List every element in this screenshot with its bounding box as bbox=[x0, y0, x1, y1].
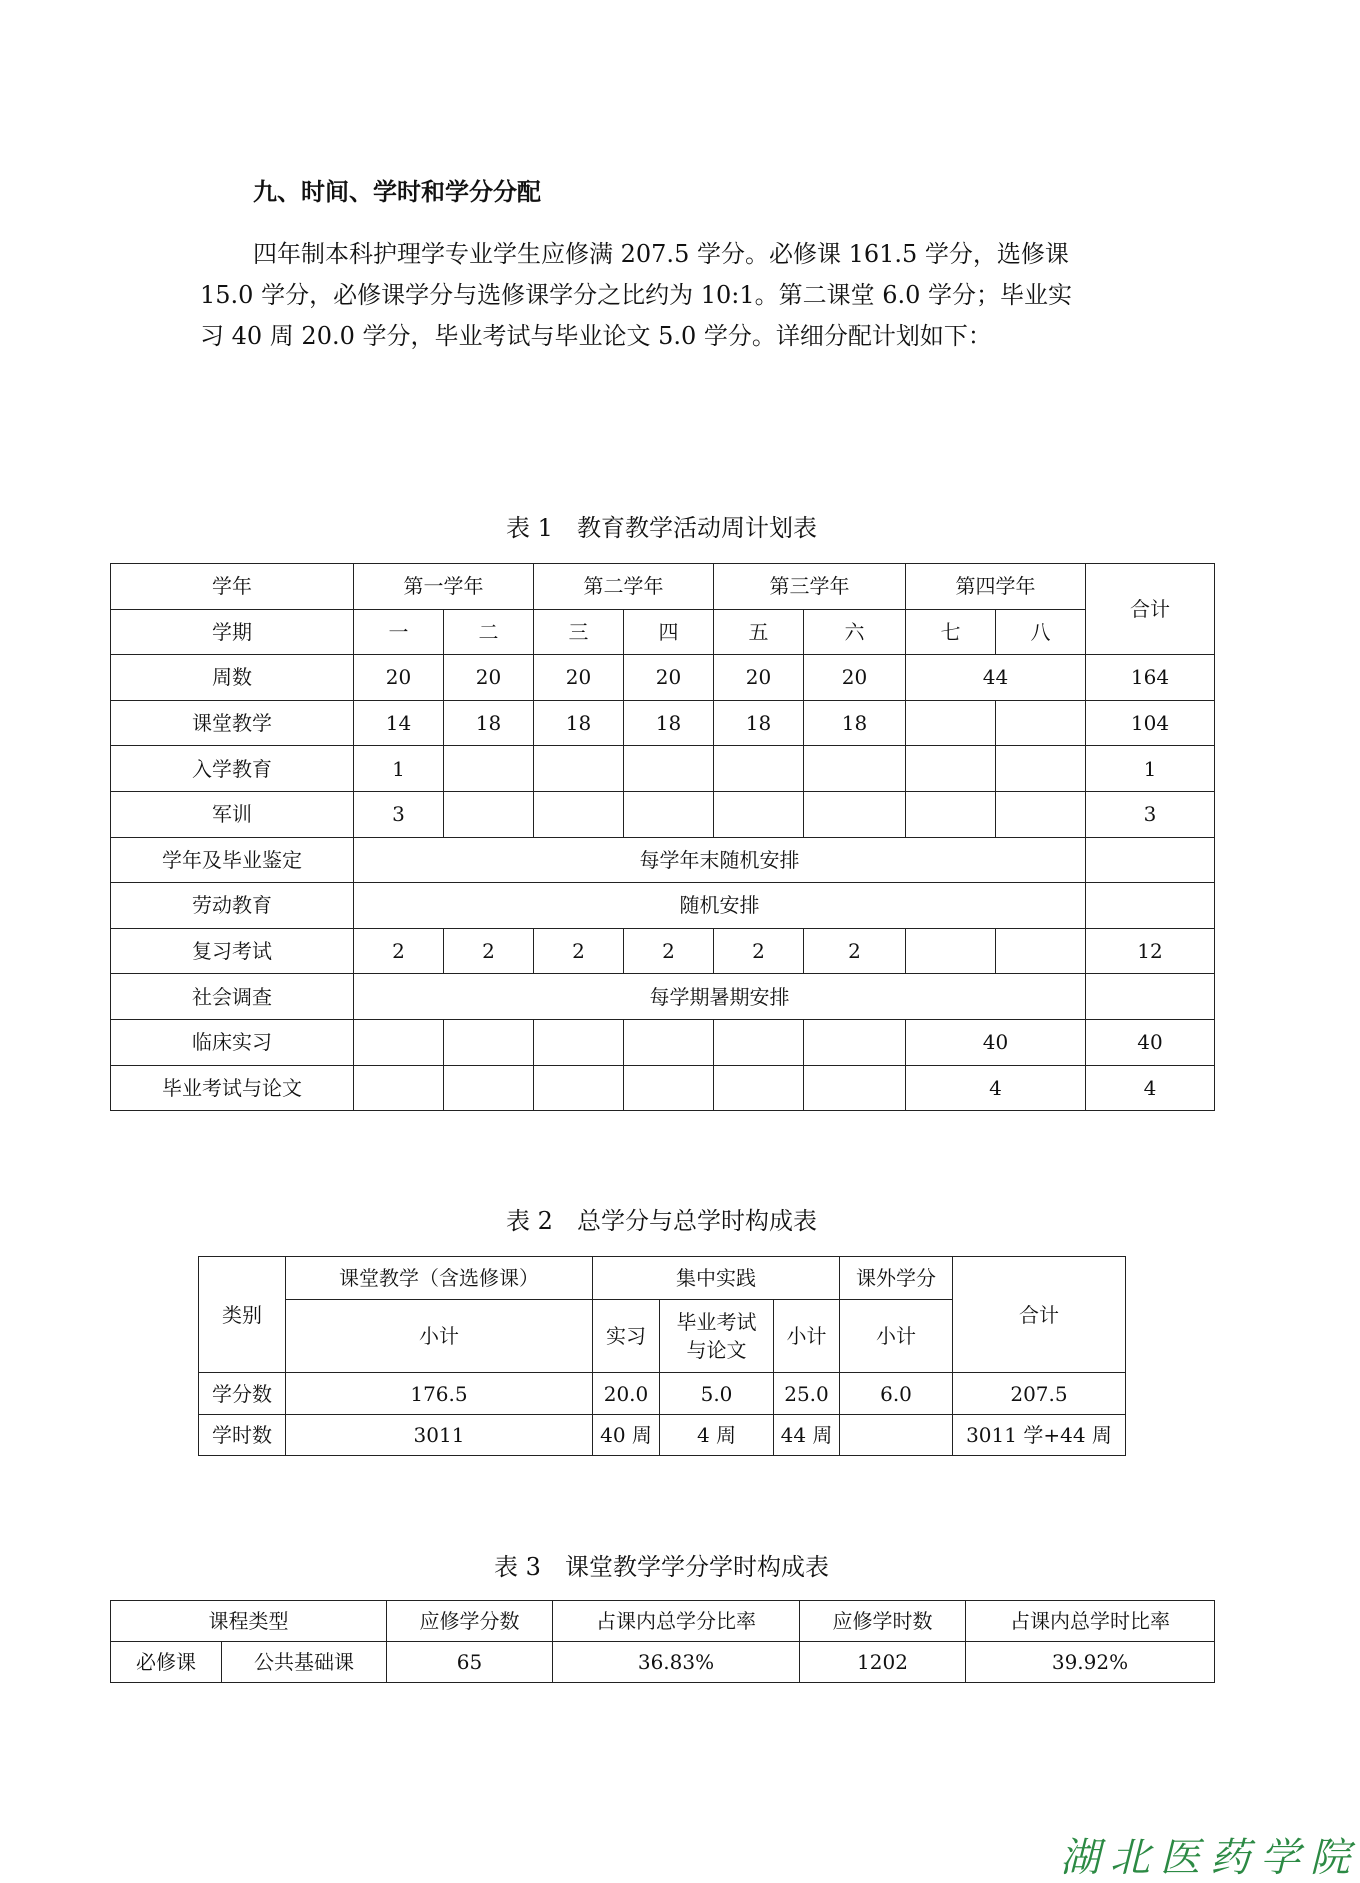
row-label: 临床实习 bbox=[111, 1019, 354, 1065]
table2-caption: 表 2 总学分与总学时构成表 bbox=[506, 1207, 817, 1235]
total-cell bbox=[1086, 974, 1215, 1020]
table-cell bbox=[804, 1019, 906, 1065]
header-cell: 第三学年 bbox=[714, 564, 906, 610]
table-cell bbox=[354, 1019, 444, 1065]
total-cell: 207.5 bbox=[953, 1373, 1126, 1415]
row-label: 社会调查 bbox=[111, 974, 354, 1020]
table-row bbox=[111, 564, 1215, 610]
header-cell: 应修学时数 bbox=[800, 1601, 966, 1642]
header-cell: 类别 bbox=[199, 1257, 286, 1373]
table-cell: 25.0 bbox=[774, 1373, 840, 1415]
total-cell bbox=[1086, 883, 1215, 929]
row-label: 公共基础课 bbox=[222, 1642, 387, 1683]
table-row bbox=[111, 974, 1215, 1020]
table-cell: 5.0 bbox=[660, 1373, 774, 1415]
section-heading: 九、时间、学时和学分分配 bbox=[253, 178, 541, 206]
total-cell: 164 bbox=[1086, 655, 1215, 701]
table-cell bbox=[444, 1019, 534, 1065]
table-cell bbox=[906, 700, 996, 746]
table-cell bbox=[444, 1065, 534, 1111]
table-cell bbox=[906, 791, 996, 837]
classroom-credit-table bbox=[110, 1600, 1215, 1683]
total-cell: 104 bbox=[1086, 700, 1215, 746]
table-row bbox=[111, 609, 1215, 655]
paragraph-line: 习 40 周 20.0 学分，毕业考试与毕业论文 5.0 学分。详细分配计划如下： bbox=[200, 322, 992, 350]
header-cell: 第一学年 bbox=[354, 564, 534, 610]
table-cell: 6.0 bbox=[840, 1373, 953, 1415]
header-cell: 小计 bbox=[774, 1300, 840, 1373]
table-cell: 20 bbox=[804, 655, 906, 701]
table-cell bbox=[714, 791, 804, 837]
header-cell: 集中实践 bbox=[593, 1257, 840, 1300]
table-cell: 40 bbox=[906, 1019, 1086, 1065]
table-row bbox=[111, 1019, 1215, 1065]
table-cell bbox=[840, 1415, 953, 1456]
total-cell: 3 bbox=[1086, 791, 1215, 837]
table-cell: 20 bbox=[624, 655, 714, 701]
header-cell: 合计 bbox=[1086, 564, 1215, 655]
header-cell: 实习 bbox=[593, 1300, 660, 1373]
table-cell: 18 bbox=[804, 700, 906, 746]
table-cell bbox=[354, 1065, 444, 1111]
header-cell: 一 bbox=[354, 609, 444, 655]
row-label: 入学教育 bbox=[111, 746, 354, 792]
table-cell bbox=[996, 928, 1086, 974]
table-cell: 44 周 bbox=[774, 1415, 840, 1456]
table-cell bbox=[624, 1019, 714, 1065]
table-cell bbox=[996, 746, 1086, 792]
table-cell: 3011 bbox=[286, 1415, 593, 1456]
total-cell: 1 bbox=[1086, 746, 1215, 792]
table-row bbox=[111, 928, 1215, 974]
table-cell: 2 bbox=[534, 928, 624, 974]
table-cell: 18 bbox=[534, 700, 624, 746]
table-cell bbox=[444, 791, 534, 837]
header-cell: 二 bbox=[444, 609, 534, 655]
school-logo-text: 湖北医药学院 bbox=[1060, 1835, 1360, 1881]
header-cell: 六 bbox=[804, 609, 906, 655]
table-cell bbox=[804, 1065, 906, 1111]
header-cell: 课堂教学（含选修课） bbox=[286, 1257, 593, 1300]
row-label: 学年及毕业鉴定 bbox=[111, 837, 354, 883]
table-cell: 65 bbox=[387, 1642, 553, 1683]
table-cell: 14 bbox=[354, 700, 444, 746]
table-cell: 2 bbox=[714, 928, 804, 974]
table-row bbox=[111, 700, 1215, 746]
header-cell: 七 bbox=[906, 609, 996, 655]
header-cell: 第二学年 bbox=[534, 564, 714, 610]
header-cell: 毕业考试与论文 bbox=[660, 1300, 774, 1373]
table-cell: 3 bbox=[354, 791, 444, 837]
paragraph-line: 四年制本科护理学专业学生应修满 207.5 学分。必修课 161.5 学分，选修课 bbox=[253, 240, 1069, 268]
row-label: 学时数 bbox=[199, 1415, 286, 1456]
table-cell bbox=[996, 700, 1086, 746]
table-cell bbox=[534, 791, 624, 837]
table-cell: 4 周 bbox=[660, 1415, 774, 1456]
row-label: 毕业考试与论文 bbox=[111, 1065, 354, 1111]
header-cell: 课程类型 bbox=[111, 1601, 387, 1642]
row-label: 课堂教学 bbox=[111, 700, 354, 746]
table-cell: 18 bbox=[624, 700, 714, 746]
table-row bbox=[111, 837, 1215, 883]
table-cell: 1202 bbox=[800, 1642, 966, 1683]
total-cell: 12 bbox=[1086, 928, 1215, 974]
table-cell: 20 bbox=[444, 655, 534, 701]
header-cell: 合计 bbox=[953, 1257, 1126, 1373]
header-cell: 应修学分数 bbox=[387, 1601, 553, 1642]
table-cell: 4 bbox=[906, 1065, 1086, 1111]
header-cell: 五 bbox=[714, 609, 804, 655]
row-label: 复习考试 bbox=[111, 928, 354, 974]
row-label: 军训 bbox=[111, 791, 354, 837]
table1-caption: 表 1 教育教学活动周计划表 bbox=[506, 514, 817, 542]
table-cell bbox=[906, 746, 996, 792]
table-cell bbox=[534, 746, 624, 792]
table-cell bbox=[714, 1019, 804, 1065]
table-row bbox=[111, 746, 1215, 792]
table-cell: 20 bbox=[534, 655, 624, 701]
week-plan-table bbox=[110, 563, 1215, 1111]
total-cell: 4 bbox=[1086, 1065, 1215, 1111]
header-cell: 四 bbox=[624, 609, 714, 655]
header-cell: 小计 bbox=[840, 1300, 953, 1373]
table-cell: 40 周 bbox=[593, 1415, 660, 1456]
header-cell: 三 bbox=[534, 609, 624, 655]
table-cell: 每学期暑期安排 bbox=[354, 974, 1086, 1020]
table-cell bbox=[714, 1065, 804, 1111]
row-label: 学分数 bbox=[199, 1373, 286, 1415]
table-row bbox=[199, 1373, 1126, 1415]
table-cell bbox=[804, 746, 906, 792]
table-row bbox=[199, 1257, 1126, 1300]
header-cell: 小计 bbox=[286, 1300, 593, 1373]
total-cell bbox=[1086, 837, 1215, 883]
header-cell: 占课内总学分比率 bbox=[553, 1601, 800, 1642]
row-label: 必修课 bbox=[111, 1642, 222, 1683]
table-cell bbox=[534, 1019, 624, 1065]
total-cell: 40 bbox=[1086, 1019, 1215, 1065]
table-cell: 2 bbox=[624, 928, 714, 974]
table-cell bbox=[624, 746, 714, 792]
header-cell: 第四学年 bbox=[906, 564, 1086, 610]
table-cell: 2 bbox=[354, 928, 444, 974]
table-row bbox=[111, 791, 1215, 837]
table-row bbox=[111, 1642, 1215, 1683]
header-cell: 课外学分 bbox=[840, 1257, 953, 1300]
table-cell bbox=[804, 791, 906, 837]
intro-paragraph bbox=[200, 234, 1130, 357]
table-cell: 44 bbox=[906, 655, 1086, 701]
row-label: 周数 bbox=[111, 655, 354, 701]
total-cell: 3011 学+44 周 bbox=[953, 1415, 1126, 1456]
table-cell bbox=[444, 746, 534, 792]
header-cell: 学期 bbox=[111, 609, 354, 655]
row-label: 劳动教育 bbox=[111, 883, 354, 929]
table-cell bbox=[714, 746, 804, 792]
table-cell: 随机安排 bbox=[354, 883, 1086, 929]
table-cell: 36.83% bbox=[553, 1642, 800, 1683]
table-cell: 2 bbox=[804, 928, 906, 974]
header-cell: 八 bbox=[996, 609, 1086, 655]
table-row bbox=[111, 1601, 1215, 1642]
table-cell: 20 bbox=[354, 655, 444, 701]
table-row bbox=[111, 883, 1215, 929]
table-cell: 20 bbox=[714, 655, 804, 701]
table-cell: 20.0 bbox=[593, 1373, 660, 1415]
table-cell: 2 bbox=[444, 928, 534, 974]
credit-hours-table bbox=[198, 1256, 1126, 1456]
table-cell bbox=[624, 1065, 714, 1111]
header-cell: 学年 bbox=[111, 564, 354, 610]
table-cell bbox=[534, 1065, 624, 1111]
table-row bbox=[111, 655, 1215, 701]
table-cell: 1 bbox=[354, 746, 444, 792]
paragraph-line: 15.0 学分，必修课学分与选修课学分之比约为 10:1。第二课堂 6.0 学分；毕业实 bbox=[200, 281, 1073, 309]
table-cell: 176.5 bbox=[286, 1373, 593, 1415]
table-row bbox=[199, 1415, 1126, 1456]
table-cell bbox=[906, 928, 996, 974]
table-row bbox=[111, 1065, 1215, 1111]
table-cell: 每学年末随机安排 bbox=[354, 837, 1086, 883]
table-cell: 18 bbox=[444, 700, 534, 746]
header-cell: 占课内总学时比率 bbox=[966, 1601, 1215, 1642]
table3-caption: 表 3 课堂教学学分学时构成表 bbox=[494, 1553, 829, 1581]
table-cell bbox=[996, 791, 1086, 837]
table-cell: 39.92% bbox=[966, 1642, 1215, 1683]
table-cell bbox=[624, 791, 714, 837]
table-cell: 18 bbox=[714, 700, 804, 746]
